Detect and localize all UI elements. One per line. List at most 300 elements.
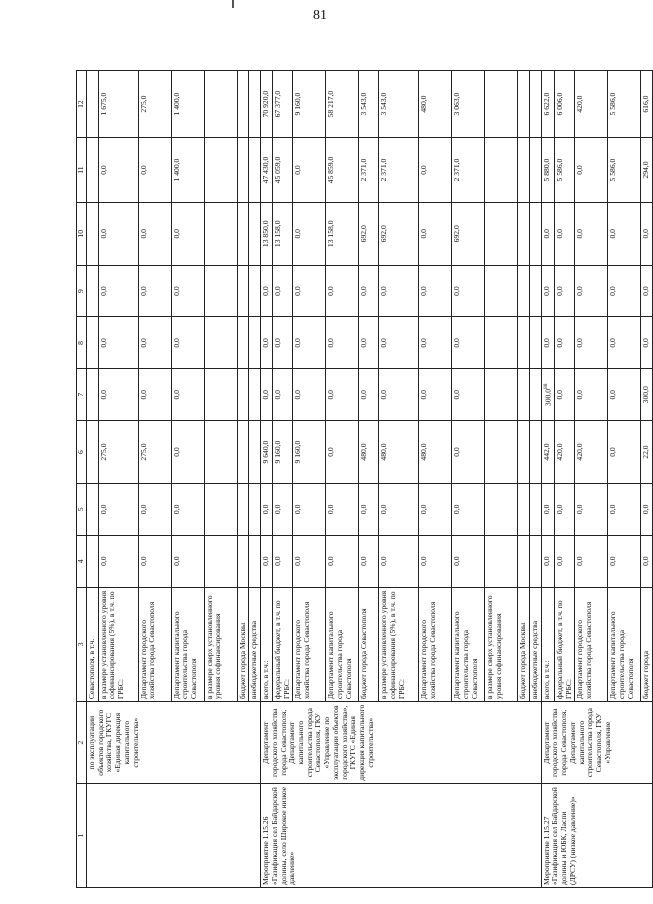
- amount-cell: [326, 483, 359, 535]
- amount-value: 0,0: [171, 338, 181, 348]
- amount-value: 480,0: [419, 95, 429, 113]
- funding-source-cell: бюджет города Москвы: [237, 587, 249, 702]
- amount-value: 0,0: [98, 229, 108, 239]
- amount-cell: [530, 317, 542, 369]
- amount-cell: [98, 138, 138, 203]
- amount-cell: [272, 369, 292, 421]
- col-header: 3: [77, 587, 87, 702]
- amount-value: 0,0: [641, 286, 651, 296]
- amount-value: 58 217,0: [326, 90, 336, 118]
- financing-table: [76, 70, 653, 888]
- amount-value: 0,0: [359, 338, 369, 348]
- amount-cell: [419, 265, 452, 317]
- amount-value: 0,0: [138, 504, 148, 515]
- amount-cell: [575, 535, 608, 587]
- amount-cell: [87, 71, 99, 138]
- amount-value: 692,0: [452, 225, 462, 243]
- amount-cell: [485, 421, 518, 484]
- amount-value: 0,0: [171, 504, 181, 515]
- amount-value: 13 850,0: [261, 220, 271, 248]
- amount-cell: [272, 202, 292, 265]
- measure-name-cell: [87, 784, 261, 888]
- amount-cell: [485, 202, 518, 265]
- amount-value: 420,0: [555, 443, 564, 461]
- amount-cell: [249, 317, 261, 369]
- amount-cell: [379, 317, 419, 369]
- amount-cell: [555, 483, 575, 535]
- col-header: 10: [77, 202, 87, 265]
- amount-cell: [608, 421, 641, 484]
- amount-cell: [272, 138, 292, 203]
- amount-cell: [555, 71, 575, 138]
- amount-cell: [138, 138, 171, 203]
- responsible-org-cell: по эксплуатации объектов городского хозяйства, ГКУГС «Единая дирекция капитального строительства»: [87, 702, 261, 784]
- amount-cell: [204, 71, 237, 138]
- amount-cell: [98, 483, 138, 535]
- amount-cell: [485, 317, 518, 369]
- amount-value: 0,0: [452, 556, 462, 566]
- amount-cell: [530, 265, 542, 317]
- amount-value: 45 059,0: [272, 156, 282, 184]
- amount-value: 0,0: [359, 556, 369, 566]
- amount-cell: [293, 421, 326, 484]
- amount-cell: [555, 317, 575, 369]
- amount-cell: [249, 535, 261, 587]
- amount-cell: [326, 421, 359, 484]
- amount-value: 0,0: [541, 338, 551, 348]
- amount-cell: [87, 317, 99, 369]
- amount-cell: [452, 202, 485, 265]
- amount-cell: [452, 535, 485, 587]
- amount-cell: [379, 138, 419, 203]
- amount-value: 47 430,0: [261, 156, 271, 184]
- scan-mark: [232, 0, 234, 8]
- amount-cell: [293, 369, 326, 421]
- amount-cell: [419, 138, 452, 203]
- amount-value: 0,0: [171, 447, 181, 457]
- amount-value: 0,0: [419, 338, 429, 348]
- amount-cell: [518, 71, 530, 138]
- amount-cell: [541, 202, 554, 265]
- col-header: 8: [77, 317, 87, 369]
- amount-cell: [485, 265, 518, 317]
- amount-value: 0,0: [555, 229, 564, 239]
- amount-cell: [608, 265, 641, 317]
- amount-cell: [237, 535, 249, 587]
- funding-source-cell: Департамент капитального строительства города Севастополя: [608, 587, 641, 702]
- amount-value: 0,0: [326, 390, 336, 400]
- table-row: [541, 71, 554, 888]
- amount-cell: [249, 202, 261, 265]
- amount-cell: [518, 535, 530, 587]
- amount-cell: [608, 483, 641, 535]
- amount-cell: [87, 535, 99, 587]
- amount-value: 0,0: [452, 504, 462, 515]
- amount-value: 2 371,0: [379, 158, 389, 182]
- amount-value: 0,0: [641, 556, 651, 566]
- amount-cell: [419, 421, 452, 484]
- funding-source-cell: бюджет города: [641, 587, 653, 702]
- amount-cell: [261, 421, 273, 484]
- amount-value: 0,0: [293, 556, 303, 566]
- amount-cell: [98, 202, 138, 265]
- amount-cell: [326, 265, 359, 317]
- amount-cell: [641, 265, 653, 317]
- amount-cell: [641, 138, 653, 203]
- amount-value: 0,0: [379, 504, 389, 515]
- amount-cell: [641, 202, 653, 265]
- amount-cell: [419, 71, 452, 138]
- amount-cell: [608, 369, 641, 421]
- amount-cell: [530, 421, 542, 484]
- amount-cell: [541, 369, 554, 421]
- amount-value: 0,0: [326, 504, 336, 515]
- amount-cell: [641, 317, 653, 369]
- funding-source-cell: внебюджетные средства: [249, 587, 261, 702]
- amount-value: 0,0: [138, 165, 148, 175]
- amount-cell: [452, 421, 485, 484]
- amount-cell: [518, 138, 530, 203]
- amount-cell: [518, 202, 530, 265]
- funding-source-cell: всего, в т.ч.:: [541, 587, 554, 702]
- amount-cell: [204, 202, 237, 265]
- amount-value: 0,0: [419, 504, 429, 515]
- amount-value: 0,0: [541, 286, 551, 296]
- amount-value: 9 160,0: [293, 440, 303, 464]
- amount-cell: [272, 71, 292, 138]
- amount-cell: [541, 483, 554, 535]
- amount-value: 0,0: [98, 556, 108, 566]
- amount-value: 0,0: [138, 556, 148, 566]
- amount-value: 0,0: [98, 165, 108, 175]
- amount-value: 0,0: [261, 286, 271, 296]
- amount-value: 0,0: [452, 447, 462, 457]
- amount-cell: [359, 71, 379, 138]
- amount-cell: [530, 202, 542, 265]
- amount-cell: [261, 369, 273, 421]
- amount-value: 420,0: [575, 95, 585, 113]
- amount-value: 0,0: [171, 390, 181, 400]
- amount-cell: [237, 483, 249, 535]
- amount-cell: [237, 421, 249, 484]
- amount-value: 9 640,0: [261, 440, 271, 464]
- amount-value: 0,0: [575, 286, 585, 296]
- amount-value: 13 158,0: [272, 220, 282, 248]
- amount-cell: [293, 483, 326, 535]
- amount-cell: [138, 202, 171, 265]
- amount-cell: [541, 317, 554, 369]
- amount-cell: [485, 535, 518, 587]
- amount-cell: [249, 421, 261, 484]
- amount-cell: [359, 483, 379, 535]
- amount-cell: [518, 483, 530, 535]
- measure-name-cell: Мероприятие 1.15.27 «Газификация сел Байдарской долины и ЮБК, Ласпи (ДРСУ) (низкое давление)»: [541, 784, 652, 888]
- col-header: 12: [77, 71, 87, 138]
- amount-cell: [452, 483, 485, 535]
- amount-value: 0,0: [575, 556, 585, 566]
- amount-value: 0,0: [608, 504, 618, 515]
- amount-cell: [555, 535, 575, 587]
- amount-value: 275,0: [98, 443, 108, 461]
- amount-cell: [171, 71, 204, 138]
- amount-cell: [98, 421, 138, 484]
- amount-cell: [87, 421, 99, 484]
- amount-cell: [555, 265, 575, 317]
- funding-source-cell: бюджет города Севастополя: [359, 587, 379, 702]
- amount-value: 0,0: [171, 556, 181, 566]
- amount-value: 300,0: [543, 388, 553, 407]
- amount-cell: [293, 317, 326, 369]
- amount-cell: [326, 317, 359, 369]
- amount-value: 0,0: [326, 286, 336, 296]
- amount-cell: [261, 483, 273, 535]
- amount-value: 0,0: [293, 229, 303, 239]
- amount-value: 0,0: [359, 504, 369, 515]
- funding-source-cell: Департамент городского хозяйства города Севастополя: [575, 587, 608, 702]
- amount-value: 0,0: [379, 556, 389, 566]
- amount-cell: [359, 138, 379, 203]
- amount-value: 0,0: [419, 390, 429, 400]
- amount-cell: [359, 535, 379, 587]
- amount-cell: [261, 265, 273, 317]
- amount-value: 275,0: [138, 443, 148, 461]
- amount-cell: [452, 265, 485, 317]
- col-header: 5: [77, 483, 87, 535]
- page-number: 81: [313, 8, 327, 23]
- amount-value: 9 160,0: [272, 440, 282, 464]
- amount-cell: [326, 535, 359, 587]
- amount-value: 22,0: [641, 445, 651, 459]
- amount-cell: [237, 369, 249, 421]
- amount-value: 0,0: [138, 390, 148, 400]
- amount-cell: [555, 421, 575, 484]
- amount-value: 480,0: [379, 443, 389, 461]
- amount-cell: [171, 369, 204, 421]
- amount-cell: [575, 421, 608, 484]
- amount-cell: [204, 138, 237, 203]
- col-header: 2: [77, 702, 87, 784]
- col-header: 6: [77, 421, 87, 484]
- amount-value: 3 543,0: [359, 92, 369, 116]
- funding-source-cell: в размере установленного уровня софинансирования (5%), в т.ч. по ГРБС:: [379, 587, 419, 702]
- funding-source-cell: Департамент капитального строительства города Севастополя: [326, 587, 359, 702]
- amount-cell: [98, 535, 138, 587]
- amount-value: 0,0: [608, 390, 618, 400]
- amount-cell: [530, 483, 542, 535]
- amount-value: 2 371,0: [452, 158, 462, 182]
- amount-value: 0,0: [272, 338, 282, 348]
- table-row: [261, 71, 273, 888]
- amount-cell: [204, 369, 237, 421]
- amount-cell: [237, 138, 249, 203]
- amount-value: 0,0: [171, 229, 181, 239]
- amount-cell: [138, 483, 171, 535]
- amount-cell: [555, 369, 575, 421]
- amount-cell: [249, 483, 261, 535]
- amount-cell: [575, 202, 608, 265]
- amount-cell: [641, 535, 653, 587]
- amount-cell: [261, 138, 273, 203]
- amount-cell: [272, 265, 292, 317]
- amount-cell: [555, 138, 575, 203]
- amount-cell: [171, 138, 204, 203]
- amount-value: 0,0: [608, 556, 618, 566]
- amount-value: 0,0: [555, 556, 564, 566]
- amount-cell: [171, 317, 204, 369]
- amount-value: 0,0: [293, 338, 303, 348]
- column-numbers-row: [77, 71, 87, 888]
- amount-cell: [575, 71, 608, 138]
- amount-cell: [485, 483, 518, 535]
- amount-cell: [249, 71, 261, 138]
- col-header: 1: [77, 784, 87, 888]
- amount-value: 0,0: [272, 504, 282, 515]
- amount-cell: [204, 421, 237, 484]
- amount-cell: [171, 535, 204, 587]
- amount-value: 2 371,0: [359, 158, 369, 182]
- amount-cell: [541, 265, 554, 317]
- amount-cell: [379, 265, 419, 317]
- amount-cell: [575, 265, 608, 317]
- amount-cell: [87, 483, 99, 535]
- footnote-mark: 88: [542, 383, 549, 389]
- funding-source-cell: в размере сверх установленного уровня софинансирования: [485, 587, 518, 702]
- amount-value: 0,0: [419, 286, 429, 296]
- amount-cell: [641, 71, 653, 138]
- amount-cell: [272, 317, 292, 369]
- amount-value: 0,0: [608, 447, 618, 457]
- funding-source-cell: федеральный бюджет, в т.ч. по ГРБС:: [555, 587, 575, 702]
- amount-value: 692,0: [379, 225, 389, 243]
- amount-value: 0,0: [575, 504, 585, 515]
- amount-value: 1 675,0: [98, 92, 108, 116]
- amount-cell: [419, 535, 452, 587]
- amount-value: 0,0: [555, 338, 564, 348]
- amount-cell: [171, 421, 204, 484]
- amount-value: 300,0: [641, 386, 651, 404]
- amount-cell: [249, 265, 261, 317]
- amount-cell: [359, 369, 379, 421]
- amount-cell: [641, 369, 653, 421]
- amount-cell: [237, 202, 249, 265]
- amount-cell: [138, 421, 171, 484]
- amount-value: 0,0: [419, 229, 429, 239]
- funding-source-cell: Департамент городского хозяйства города Севастополя: [419, 587, 452, 702]
- amount-cell: [138, 71, 171, 138]
- amount-value: 0,0: [98, 504, 108, 515]
- amount-cell: [541, 421, 554, 484]
- funding-source-cell: Департамент капитального строительства города Севастополя: [171, 587, 204, 702]
- amount-value: 0,0: [575, 338, 585, 348]
- responsible-org-cell: Департамент городского хозяйства города Севастополя, Департамент капитального строительства города Севастополя, ГКУ «Управление: [541, 702, 652, 784]
- amount-cell: [452, 71, 485, 138]
- col-header: 7: [77, 369, 87, 421]
- amount-value: 0,0: [379, 338, 389, 348]
- amount-cell: [171, 202, 204, 265]
- col-header: 11: [77, 138, 87, 203]
- measure-name-cell: Мероприятие 1.15.26 «Газификация сел Байдарской долины, село Широкое низкое давление»: [261, 784, 542, 888]
- amount-value: 0,0: [608, 338, 618, 348]
- amount-value: 1 400,0: [171, 92, 181, 116]
- amount-cell: [641, 483, 653, 535]
- amount-value: 6 622,0: [541, 92, 551, 116]
- amount-value: 0,0: [379, 390, 389, 400]
- amount-value: 0,0: [261, 390, 271, 400]
- amount-value: 0,0: [419, 556, 429, 566]
- amount-cell: [98, 71, 138, 138]
- funding-source-cell: Севастополя, в т.ч.: [87, 587, 99, 702]
- amount-value: 5 880,0: [541, 158, 551, 182]
- amount-value: 0,0: [555, 390, 564, 400]
- amount-cell: [541, 535, 554, 587]
- amount-value: 0,0: [326, 556, 336, 566]
- amount-cell: [541, 138, 554, 203]
- amount-value: 0,0: [379, 286, 389, 296]
- amount-cell: [261, 317, 273, 369]
- amount-value: 3 543,0: [379, 92, 389, 116]
- amount-cell: [272, 421, 292, 484]
- rotated-table: [76, 70, 651, 888]
- amount-cell: [530, 369, 542, 421]
- amount-value: 0,0: [575, 229, 585, 239]
- amount-cell: [87, 265, 99, 317]
- amount-cell: [87, 138, 99, 203]
- amount-value: 0,0: [98, 286, 108, 296]
- amount-cell: [293, 138, 326, 203]
- amount-cell: [98, 317, 138, 369]
- amount-cell: [452, 369, 485, 421]
- amount-cell: [272, 535, 292, 587]
- amount-value: 0,0: [541, 556, 551, 566]
- amount-cell: [326, 202, 359, 265]
- amount-value: 0,0: [98, 338, 108, 348]
- amount-value: 616,0: [641, 95, 651, 113]
- amount-value: 0,0: [293, 390, 303, 400]
- amount-cell: [237, 265, 249, 317]
- amount-cell: [237, 317, 249, 369]
- amount-cell: [530, 71, 542, 138]
- amount-cell: [98, 265, 138, 317]
- amount-value: 0,0: [452, 338, 462, 348]
- amount-cell: [204, 265, 237, 317]
- funding-source-cell: Департамент капитального строительства города Севастополя: [452, 587, 485, 702]
- amount-value: 45 859,0: [326, 156, 336, 184]
- amount-value: 480,0: [359, 443, 369, 461]
- amount-cell: [555, 202, 575, 265]
- amount-cell: [485, 369, 518, 421]
- amount-cell: [379, 483, 419, 535]
- amount-value: 0,0: [641, 504, 651, 515]
- amount-cell: [419, 483, 452, 535]
- amount-value: 442,0: [541, 443, 551, 461]
- amount-cell: [204, 317, 237, 369]
- amount-cell: [359, 202, 379, 265]
- amount-value: 294,0: [641, 161, 651, 179]
- funding-source-cell: внебюджетные средства: [530, 587, 542, 702]
- amount-cell: [419, 317, 452, 369]
- amount-value: 0,0: [272, 556, 282, 566]
- amount-value: 0,0: [272, 286, 282, 296]
- amount-cell: [293, 265, 326, 317]
- amount-value: 67 377,0: [272, 90, 282, 118]
- amount-cell: [138, 265, 171, 317]
- amount-cell: [379, 421, 419, 484]
- amount-value: 0,0: [261, 556, 271, 566]
- amount-cell: [171, 483, 204, 535]
- amount-value: 5 586,0: [608, 158, 618, 182]
- amount-cell: [138, 317, 171, 369]
- amount-value: 0,0: [541, 229, 551, 239]
